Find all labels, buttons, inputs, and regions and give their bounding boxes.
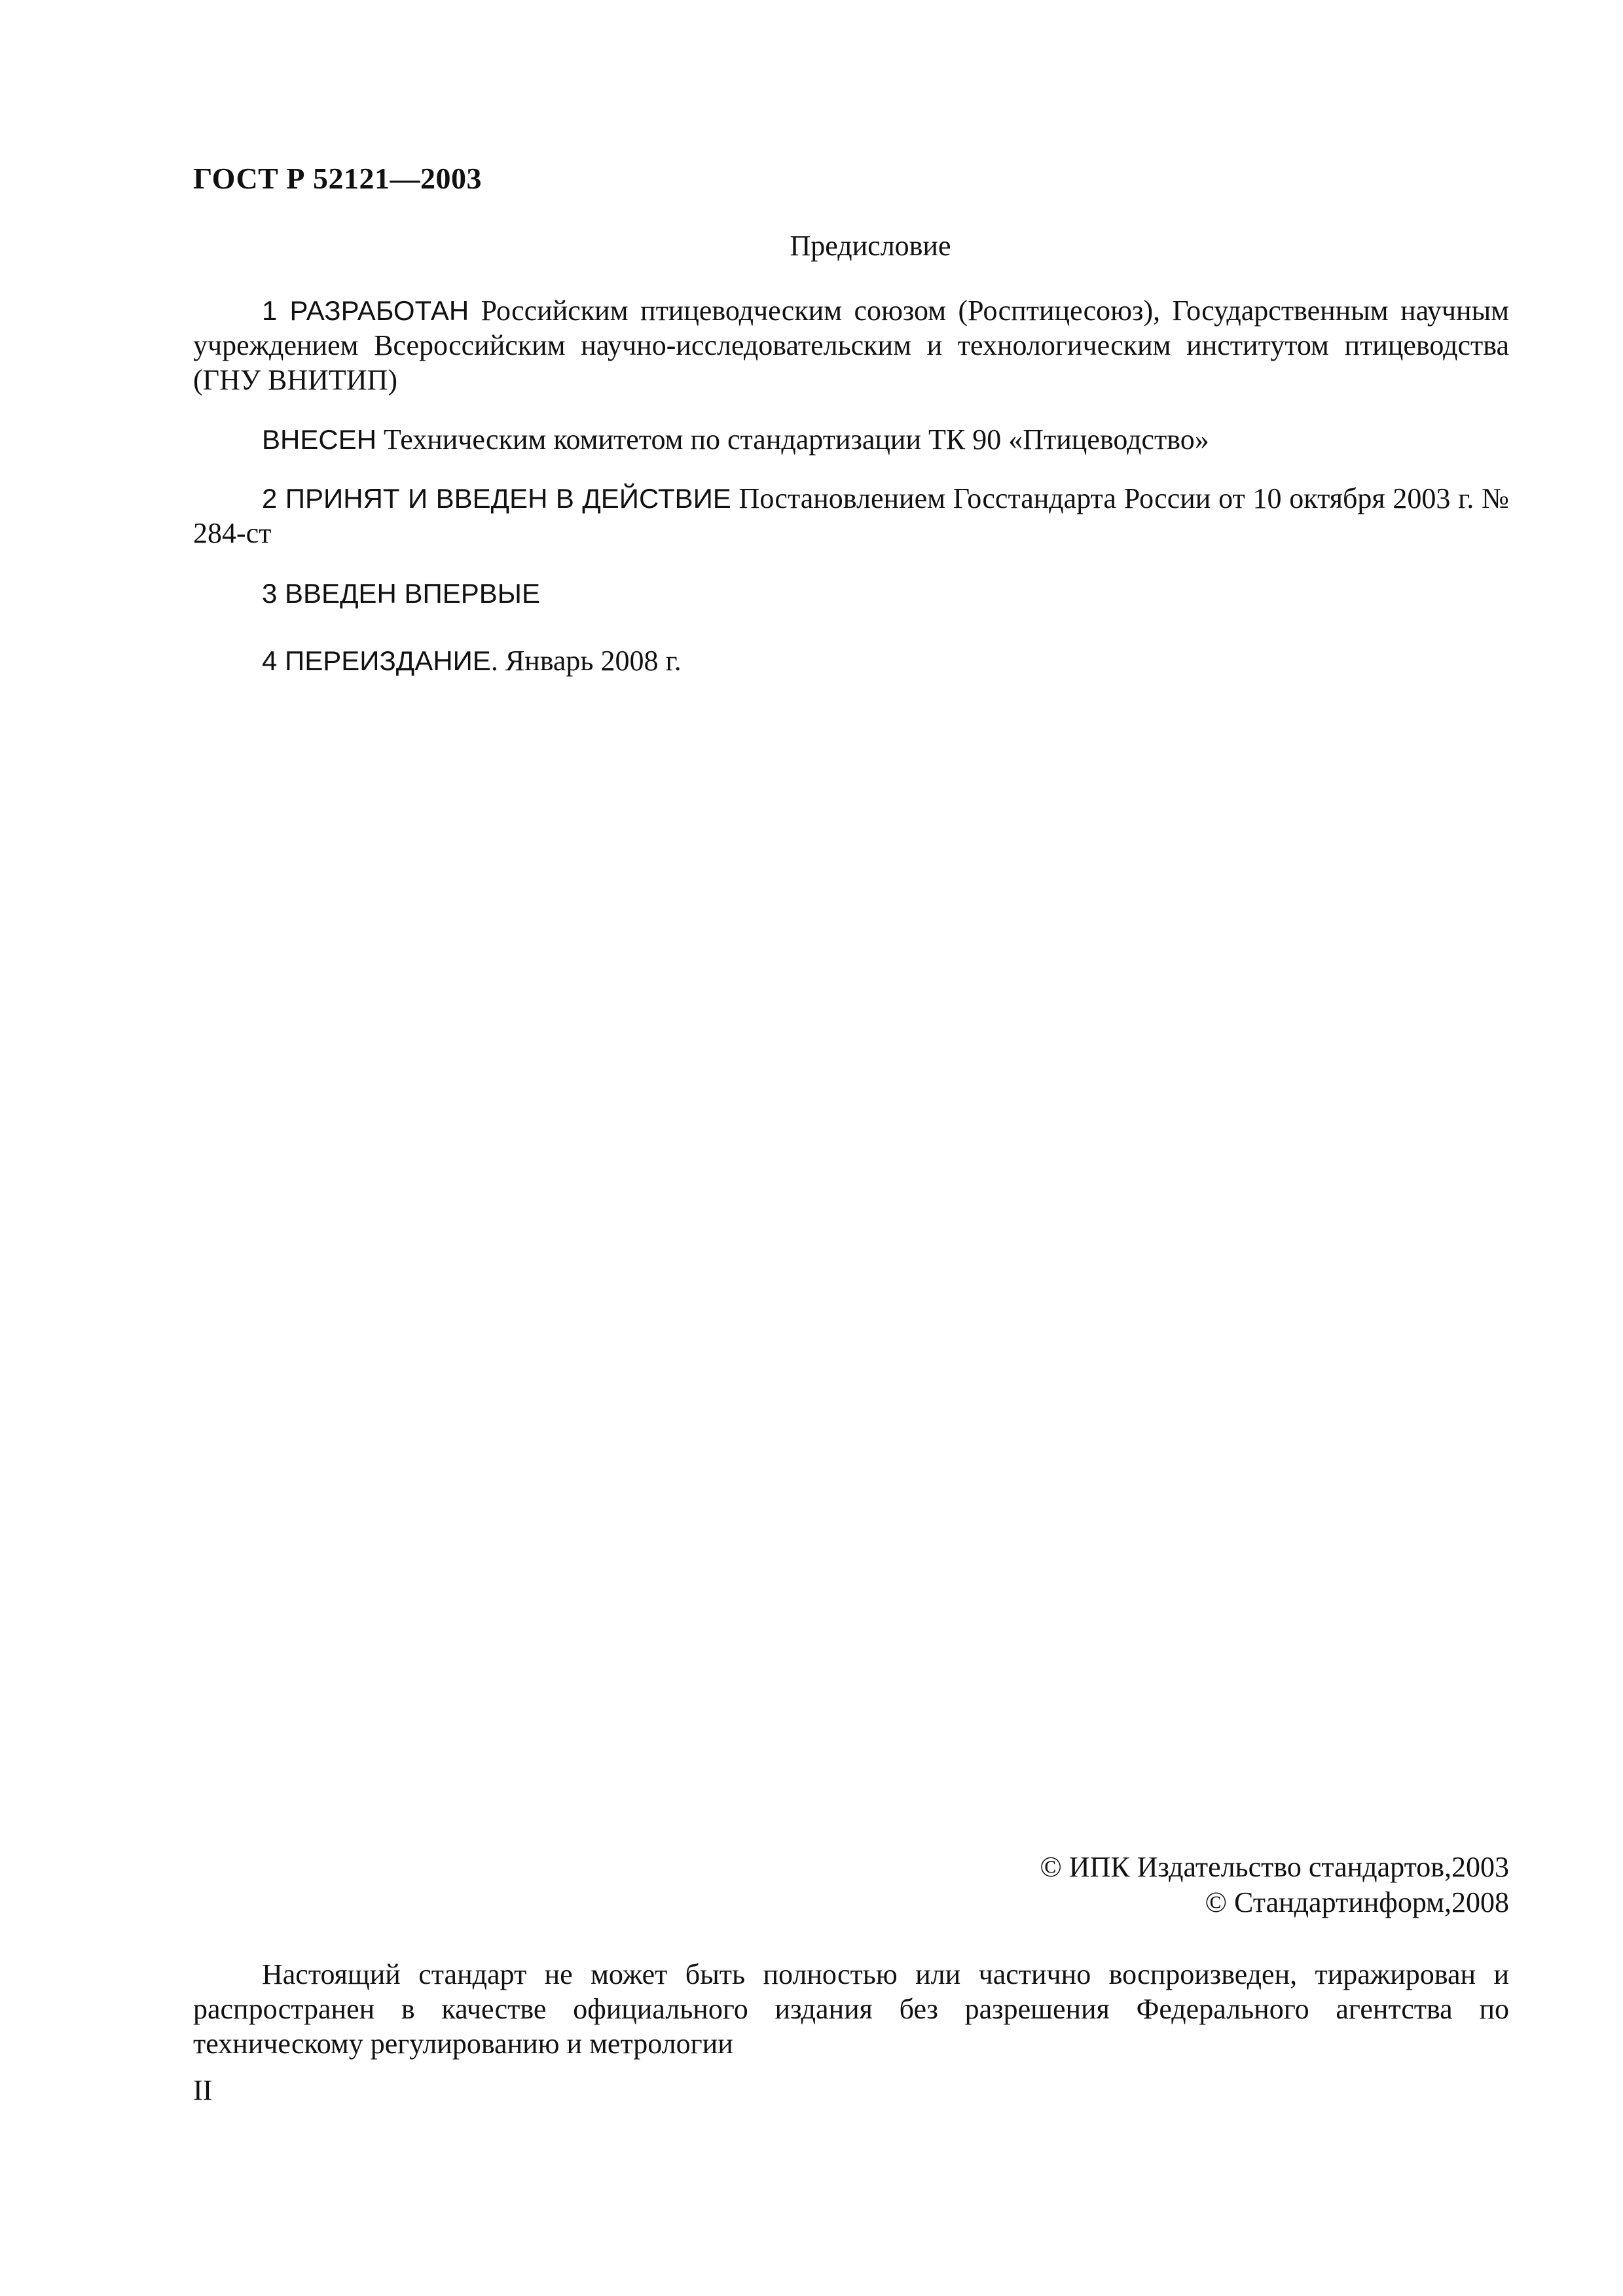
paragraph-reissue [193,643,1509,678]
paragraph-developed-by [193,293,1509,397]
paragraph-lead: 2 ПРИНЯТ И ВВЕДЕН В ДЕЙСТВИЕ [262,483,731,514]
copyright-line-standartinform: © Стандартинформ,2008 [1205,1886,1509,1918]
reproduction-notice-text: Настоящий стандарт не может быть полностью или частично воспроизведен, тиражирован и распространен в качестве официального издания без разрешения Федерального агентства по техническому регулированию и метрологии [193,1958,1509,2060]
paragraph-adopted [193,481,1509,550]
paragraph-lead: 4 ПЕРЕИЗДАНИЕ [262,645,491,676]
paragraph-lead: ВНЕСЕН [262,424,377,455]
paragraph-text: Техническим комитетом по стандартизации ТК 90 «Птицеводство» [376,423,1209,456]
paragraph-text: Постановлением Госстандарта России от 10 октября 2003 г. № 284-ст [193,482,1509,549]
section-title-text: Предисловие [790,230,951,262]
reproduction-notice [193,1957,1509,2061]
paragraph-text: Российским птицеводческим союзом (Росптицесоюз), Государственным научным учреждением Всероссийским научно-исследовательским и технологическим институтом птицеводства (ГНУ ВНИТИП) [193,295,1509,396]
copyright-line-publisher: © ИПК Издательство стандартов,2003 [1040,1851,1509,1883]
paragraph-first-introduced [193,576,1509,611]
section-title [0,229,1623,262]
paragraph-introduced-by [193,422,1509,457]
paragraph-lead: 3 ВВЕДЕН ВПЕРВЫЕ [262,578,540,609]
document-code: ГОСТ Р 52121—2003 [193,162,482,195]
page-number: II [193,2074,213,2106]
paragraph-text: . Январь 2008 г. [490,645,682,677]
paragraph-lead: 1 РАЗРАБОТАН [262,295,469,326]
copyright-block [1040,1850,1509,1920]
